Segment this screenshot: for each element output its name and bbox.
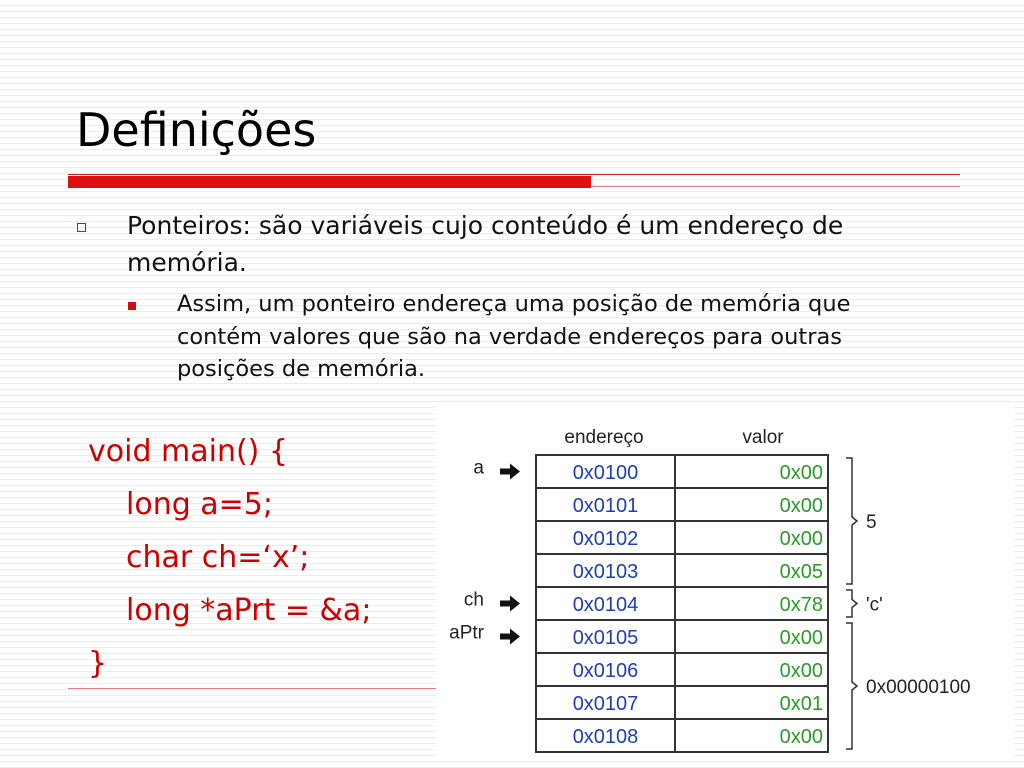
brace-icon [846,458,857,584]
code-line: char ch=‘x’; [126,540,310,575]
address-text: 0x0104 [572,594,639,616]
value-text: 0x00 [779,495,823,517]
address-text: 0x0102 [572,528,639,550]
bullet-level1-text: Ponteiros: são variáveis cujo conteúdo é um endereço de memória. [127,211,844,277]
pointer-label: aPtr [449,622,484,644]
title-rule-thin [68,174,960,175]
group-label: 'c' [866,594,883,616]
memory-row [536,488,828,521]
value-text: 0x05 [779,561,823,583]
pointer-labels [449,458,520,645]
memory-row [536,521,828,554]
code-block [88,425,371,690]
value-text: 0x00 [779,726,823,748]
pointer-ch [464,590,520,612]
memory-diagram [436,407,1014,761]
title-rule-thick [68,176,591,188]
memory-row [536,653,828,686]
memory-row [536,620,828,653]
bullet-square-filled-icon [128,302,136,310]
address-text: 0x0100 [572,462,639,484]
address-text: 0x0103 [572,561,639,583]
group-label: 0x00000100 [866,677,971,698]
code-rule [68,688,438,689]
value-text: 0x00 [779,660,823,682]
bullet-level2-text: Assim, um ponteiro endereça uma posição de memória que contém valores que são na verdade endereços para outras posições de memória. [177,291,851,382]
address-text: 0x0101 [572,495,639,517]
group-brace [846,623,971,749]
code-line: void main() { [88,434,289,469]
code-line: } [88,646,108,681]
pointer-a [473,458,520,480]
group-braces [846,458,971,749]
arrow-right-icon [500,596,520,612]
value-text: 0x00 [779,528,823,550]
memory-row [536,554,828,587]
memory-row [536,587,828,620]
memory-row [536,686,828,719]
header-address: endereço [564,427,644,448]
pointer-label: ch [463,589,484,611]
address-text: 0x0105 [572,627,639,649]
pointer-aPtr [449,623,520,645]
group-brace [846,458,877,584]
arrow-right-icon [500,464,520,480]
value-text: 0x00 [779,627,823,649]
code-line: long *aPrt = &a; [126,593,372,628]
pointer-label: a [473,457,484,479]
group-brace [846,590,883,617]
memory-diagram-svg [436,407,1014,761]
value-text: 0x78 [779,594,823,616]
brace-icon [846,623,857,749]
value-text: 0x00 [779,462,823,484]
group-label: 5 [866,512,877,533]
arrow-right-icon [500,629,520,645]
address-text: 0x0106 [572,660,639,682]
code-line: long a=5; [126,487,273,522]
title-rule-under [591,186,960,187]
memory-row [536,455,828,488]
memory-rows [536,455,828,752]
slide-title: Definições [76,103,317,157]
address-text: 0x0107 [572,693,639,715]
bullet-square-hollow-icon [77,223,86,232]
address-text: 0x0108 [572,726,639,748]
brace-icon [846,590,857,617]
header-value: valor [742,427,784,448]
memory-row [536,719,828,752]
value-text: 0x01 [779,693,823,715]
